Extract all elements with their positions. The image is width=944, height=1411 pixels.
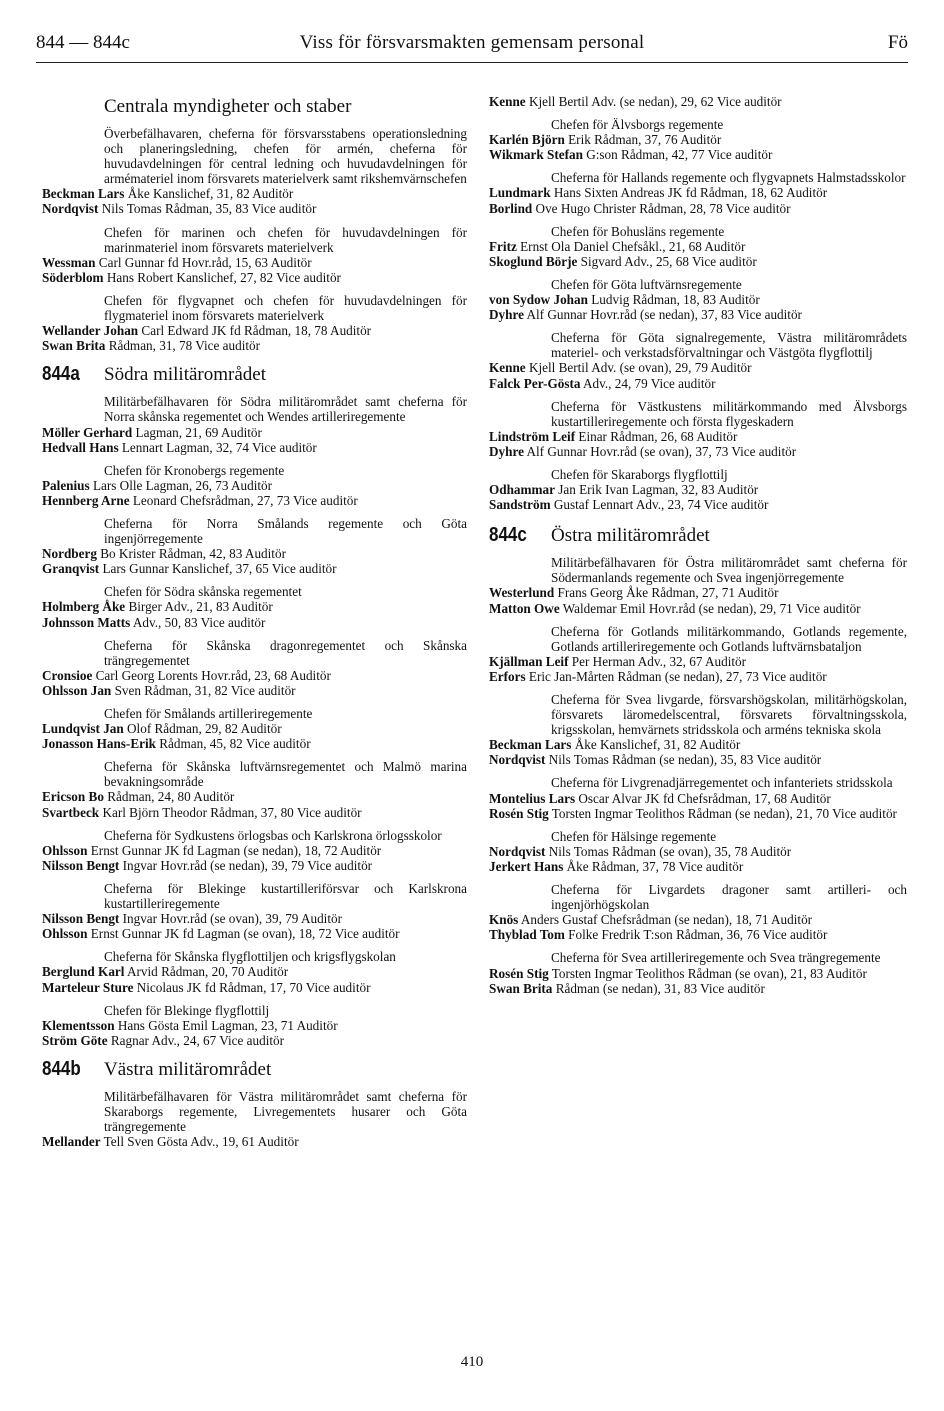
entry-name: Kjällman Leif: [489, 653, 569, 669]
entry-group: [489, 467, 907, 512]
entry-details: Åke Kanslichef, 31, 82 Auditör: [124, 186, 294, 202]
section-title-text: Östra militärområdet: [551, 525, 710, 547]
entry-name: Nordqvist: [489, 843, 546, 859]
entry: [42, 201, 467, 216]
entry-name: Erfors: [489, 668, 526, 684]
entry-name: Ericson Bo: [42, 789, 104, 805]
entry-details: Kjell Bertil Adv. (se ovan), 29, 79 Auditör: [525, 360, 752, 376]
entry-group: [42, 706, 467, 751]
entry-details: Adv., 50, 83 Vice auditör: [130, 614, 266, 630]
entry: [489, 307, 907, 322]
entry-group: [42, 463, 467, 508]
group-heading: Chefen för Södra skånska regementet: [104, 584, 302, 600]
entry-details: Torsten Ingmar Teolithos Rådman (se nedan), 21, 70 Vice auditör: [548, 805, 897, 821]
entry-details: Lennart Lagman, 32, 74 Vice auditör: [118, 439, 317, 455]
entry-details: Sven Rådman, 31, 82 Vice auditör: [111, 682, 296, 698]
entry: [42, 980, 467, 995]
entry-name: Nilsson Bengt: [42, 857, 120, 873]
entry-group: [42, 881, 467, 941]
group-heading: Cheferna för Blekinge kustartilleriförsvar och Karlskrona kustartilleriregemente: [104, 880, 467, 912]
entry: [489, 376, 907, 391]
group-heading: Chefen för flygvapnet och chefen för huvudavdelningen för flygmateriel inom försvarets materielverk: [104, 292, 467, 324]
group-heading: Cheferna för Svea artilleriregemente och Svea trängregemente: [551, 950, 881, 966]
entry-group: [489, 224, 907, 269]
entry-group: [42, 225, 467, 285]
entry-name: Kenne: [489, 360, 526, 376]
entry-group: [42, 126, 467, 217]
entry-group: [489, 829, 907, 874]
section-title: [42, 96, 467, 118]
section-title-text: Centrala myndigheter och staber: [104, 96, 352, 117]
group-heading: Cheferna för Sydkustens örlogsbas och Karlskrona örlogsskolor: [104, 827, 442, 843]
entry: [42, 561, 467, 576]
entry-name: Falck Per-Gösta: [489, 375, 581, 391]
section-title: [489, 524, 907, 547]
entry-details: Rådman, 24, 80 Auditör: [103, 789, 235, 805]
entry-name: Dyhre: [489, 307, 524, 323]
header-rule: [36, 62, 908, 63]
entry: [489, 360, 907, 375]
entry-name: Hennberg Arne: [42, 492, 130, 508]
entry-name: Karlén Björn: [489, 132, 565, 148]
entry-name: Ohlsson Jan: [42, 682, 112, 698]
entry-details: Ove Hugo Christer Rådman, 28, 78 Vice auditör: [532, 200, 791, 216]
entry-name: Skoglund Börje: [489, 253, 578, 269]
entry-details: Lars Olle Lagman, 26, 73 Auditör: [89, 477, 273, 493]
header-tag: Fö: [887, 32, 908, 53]
entry-name: Svartbeck: [42, 804, 100, 820]
entry-details: Bo Krister Rådman, 42, 83 Auditör: [96, 546, 286, 562]
entry: [42, 858, 467, 873]
entry-group: [489, 950, 907, 995]
section-title-text: Västra militärområdet: [104, 1058, 272, 1080]
entry-group: [489, 882, 907, 942]
entry: [42, 789, 467, 804]
entry-name: Söderblom: [42, 269, 104, 285]
entry: [489, 497, 907, 512]
entry-name: Beckman Lars: [42, 186, 125, 202]
entry: [489, 482, 907, 497]
entry-name: Jerkert Hans: [489, 858, 564, 874]
group-heading: Cheferna för Skånska luftvärnsregementet och Malmö marina bevakningsområde: [104, 759, 467, 790]
entry-group: [489, 170, 907, 215]
entry-name: Cronsioe: [42, 667, 93, 683]
group-heading: Chefen för Hälsinge regemente: [551, 828, 717, 844]
entry-group: [42, 293, 467, 353]
entry: [42, 964, 467, 979]
entry-group: [489, 775, 907, 820]
entry-details: Rådman, 31, 78 Vice auditör: [105, 338, 261, 354]
entry-group: [489, 692, 907, 767]
entry-group: [42, 949, 467, 994]
entry-details: Einar Rådman, 26, 68 Auditör: [575, 428, 738, 444]
entry-name: Knös: [489, 912, 519, 928]
section-number: 844b: [42, 1057, 81, 1080]
entry-details: Ernst Ola Daniel Chefsåkl., 21, 68 Auditör: [516, 238, 746, 254]
group-heading: Cheferna för Svea livgarde, försvarshögskolan, militärhögskolan, försvarets läromedelscentral, försvarets förvaltningsskola, krigsskolan, hemvärnets stridsskola och arméns tekniska skola: [551, 692, 907, 738]
entry-name: Dyhre: [489, 443, 524, 459]
entry: [489, 429, 907, 444]
group-heading: Cheferna för Västkustens militärkommando med Älvsborgs kustartilleriregemente och första flygeskadern: [551, 398, 907, 429]
entry-name: Granqvist: [42, 561, 100, 577]
group-heading: Cheferna för Norra Smålands regemente och Göta ingenjörregemente: [104, 515, 467, 547]
entry-details: Kjell Bertil Adv. (se nedan), 29, 62 Vice auditör: [525, 94, 782, 109]
entry: [489, 292, 907, 307]
entry-name: Nilsson Bengt: [42, 911, 120, 927]
entry-name: Westerlund: [489, 585, 555, 601]
entry: [489, 752, 907, 767]
entry: [489, 859, 907, 874]
entry: [42, 270, 467, 285]
entry-name: Lindström Leif: [489, 428, 576, 444]
entry: [42, 683, 467, 698]
group-heading: Chefen för Göta luftvärnsregemente: [551, 276, 742, 292]
entry-name: Wessman: [42, 254, 96, 270]
entry-details: Hans Robert Kanslichef, 27, 82 Vice auditör: [103, 269, 341, 285]
section-number: 844c: [489, 524, 527, 547]
entry: [42, 440, 467, 455]
group-heading: Cheferna för Livgrenadjärregementet och infanteriets stridsskola: [551, 775, 893, 791]
page-number: 410: [460, 1354, 484, 1370]
entry-details: Åke Rådman, 37, 78 Vice auditör: [563, 858, 744, 874]
entry-details: Ragnar Adv., 24, 67 Vice auditör: [107, 1032, 285, 1048]
entry-name: Berglund Karl: [42, 964, 125, 980]
entry-details: Lagman, 21, 69 Auditör: [132, 424, 262, 440]
entry-details: Gustaf Lennart Adv., 23, 74 Vice auditör: [550, 497, 769, 513]
entry: [489, 601, 907, 616]
entry-details: Birger Adv., 21, 83 Auditör: [125, 599, 273, 615]
entry: [489, 585, 907, 600]
entry: [42, 1018, 467, 1033]
header-title: Viss för försvarsmakten gemensam personal: [299, 32, 645, 53]
entry-details: Alf Gunnar Hovr.råd (se nedan), 37, 83 Vice auditör: [523, 307, 802, 323]
entry-details: Carl Georg Lorents Hovr.råd, 23, 68 Auditör: [92, 667, 331, 683]
entry-details: Nicolaus JK fd Rådman, 17, 70 Vice auditör: [133, 979, 371, 995]
entry-name: Rosén Stig: [489, 805, 549, 821]
section-title: [42, 1058, 467, 1081]
entry-name: Mellander: [42, 1134, 101, 1150]
section: [42, 363, 467, 1048]
entry: [489, 444, 907, 459]
group-heading: Cheferna för Skånska flygflottiljen och krigsflygskolan: [104, 949, 396, 965]
entry-details: Ingvar Hovr.råd (se ovan), 39, 79 Auditör: [119, 911, 342, 927]
section: [42, 1058, 467, 1149]
entry-name: Borlind: [489, 200, 533, 216]
entry-details: Hans Sixten Andreas JK fd Rådman, 18, 62 Auditör: [550, 185, 828, 201]
group-heading: Överbefälhavaren, cheferna för försvarsstabens operationsledning och planeringsledning, chefen för armén, cheferna för huvudavdelningen för central ledning och huvudavdelningen för armémateriel inom försvarets materielverk samt rikshemvärnschefen: [104, 126, 467, 187]
entry: [489, 791, 907, 806]
entry-name: Swan Brita: [42, 338, 106, 354]
entry: [489, 132, 907, 147]
entry-details: Leonard Chefsrådman, 27, 73 Vice auditör: [129, 492, 358, 508]
group-heading: Chefen för Smålands artilleriregemente: [104, 706, 313, 721]
entry: [42, 911, 467, 926]
section: [489, 524, 907, 995]
entry-details: Ernst Gunnar JK fd Lagman (se ovan), 18, 72 Vice auditör: [87, 926, 400, 942]
entry-group: [489, 399, 907, 459]
entry: [42, 721, 467, 736]
entry-details: Erik Rådman, 37, 76 Auditör: [564, 132, 722, 148]
entry: [42, 926, 467, 941]
entry-name: von Sydow Johan: [489, 292, 588, 308]
entry-details: Torsten Ingmar Teolithos Rådman (se ovan), 21, 83 Auditör: [548, 965, 867, 981]
entry-details: Anders Gustaf Chefsrådman (se nedan), 18, 71 Auditör: [518, 912, 813, 928]
entry: [42, 615, 467, 630]
entry: [42, 805, 467, 820]
entry-details: Sigvard Adv., 25, 68 Vice auditör: [577, 253, 757, 269]
entry-name: Matton Owe: [489, 600, 560, 616]
entry-group: [42, 394, 467, 454]
group-heading: Chefen för Älvsborgs regemente: [551, 117, 724, 133]
entry: [42, 843, 467, 858]
entry-name: Wellander Johan: [42, 323, 139, 339]
entry-details: Tell Sven Gösta Adv., 19, 61 Auditör: [100, 1134, 299, 1150]
entry-details: Åke Kanslichef, 31, 82 Auditör: [571, 737, 741, 753]
entry-details: Olof Rådman, 29, 82 Auditör: [123, 721, 282, 737]
entry-group: [42, 828, 467, 873]
entry-name: Odhammar: [489, 482, 555, 498]
entry: [489, 927, 907, 942]
left-column: [42, 94, 467, 1149]
group-heading: Militärbefälhavaren för Västra militärområdet samt cheferna för Skaraborgs regemente, Livregementets husarer och Göta trängregemente: [104, 1088, 467, 1135]
entry: [489, 254, 907, 269]
entry-details: Nils Tomas Rådman (se ovan), 35, 78 Auditör: [545, 843, 792, 859]
entry: [42, 1033, 467, 1048]
entry-details: Lars Gunnar Kanslichef, 37, 65 Vice auditör: [99, 561, 337, 577]
entry-name: Sandström: [489, 497, 551, 513]
entry-name: Lundmark: [489, 185, 551, 201]
group-heading: Cheferna för Gotlands militärkommando, Gotlands regemente, Gotlands artilleriregemente och Gotlands luftvärnsbataljon: [551, 623, 907, 654]
group-heading: Chefen för Kronobergs regemente: [104, 462, 285, 478]
entry: [42, 493, 467, 508]
section-number: 844a: [42, 363, 80, 386]
entry-name: Ström Göte: [42, 1032, 108, 1048]
entry: [489, 981, 907, 996]
entry-name: Nordqvist: [489, 752, 546, 768]
entry-name: Nordqvist: [42, 201, 99, 217]
entry-name: Wikmark Stefan: [489, 147, 583, 163]
entry-group: [42, 1089, 467, 1149]
entry-details: Ludvig Rådman, 18, 83 Auditör: [587, 292, 760, 308]
entry-group: [42, 759, 467, 819]
entry-details: Alf Gunnar Hovr.råd (se ovan), 37, 73 Vice auditör: [523, 443, 797, 459]
page-header: [36, 30, 908, 66]
entry: [489, 912, 907, 927]
group-heading: Chefen för marinen och chefen för huvudavdelningen för marinmateriel inom försvarets materielverk: [104, 224, 467, 255]
entry-details: Nils Tomas Rådman (se nedan), 35, 83 Vice auditör: [545, 752, 822, 768]
entry-group: [489, 277, 907, 322]
right-column: [489, 94, 907, 996]
entry: [489, 966, 907, 981]
entry-name: Ohlsson: [42, 842, 88, 858]
entry-details: Waldemar Emil Hovr.råd (se nedan), 29, 71 Vice auditör: [559, 600, 861, 616]
group-heading: Cheferna för Livgardets dragoner samt artilleri- och ingenjörhögskolan: [551, 882, 907, 913]
entry-group: [489, 624, 907, 684]
group-heading: Cheferna för Göta signalregemente, Västra militärområdets materiel- och verkstadsförvaltningar och Västgöta flygflottilj: [551, 330, 907, 361]
entry-group: [489, 117, 907, 162]
entry-group: [489, 555, 907, 615]
entry-group: [42, 516, 467, 576]
entry-name: Möller Gerhard: [42, 424, 133, 440]
entry: [42, 338, 467, 353]
entry-name: Lundqvist Jan: [42, 721, 124, 737]
entry-details: Ingvar Hovr.råd (se nedan), 39, 79 Vice auditör: [119, 857, 373, 873]
group-heading: Militärbefälhavaren för Södra militärområdet samt cheferna för Norra skånska regementet och Wendes artilleriregemente: [104, 394, 467, 425]
group-heading: Cheferna för Skånska dragonregementet och Skånska trängregementet: [104, 637, 467, 668]
entry-name: Johnsson Matts: [42, 614, 131, 630]
entry-details: Folke Fredrik T:son Rådman, 36, 76 Vice auditör: [564, 927, 828, 943]
entry-details: Hans Gösta Emil Lagman, 23, 71 Auditör: [114, 1017, 338, 1033]
entry-name: Palenius: [42, 477, 90, 493]
entry-name: Klementsson: [42, 1017, 115, 1033]
section-title-text: Södra militärområdet: [104, 364, 266, 386]
entry-name: Jonasson Hans-Erik: [42, 736, 156, 752]
group-heading: Chefen för Blekinge flygflottilj: [104, 1002, 270, 1018]
entry-details: Adv., 24, 79 Vice auditör: [580, 375, 716, 391]
entry: [489, 737, 907, 752]
entry: [42, 425, 467, 440]
entry: [489, 239, 907, 254]
entry-details: Rådman (se nedan), 31, 83 Vice auditör: [552, 980, 765, 996]
section: [42, 96, 467, 353]
group-heading: Chefen för Skaraborgs flygflottilj: [551, 466, 728, 482]
entry: [489, 147, 907, 162]
entry-details: Ernst Gunnar JK fd Lagman (se nedan), 18, 72 Auditör: [87, 842, 382, 858]
entry-group: [42, 638, 467, 698]
entry-name: Holmberg Åke: [42, 599, 126, 615]
entry-details: Carl Gunnar fd Hovr.råd, 15, 63 Auditör: [95, 254, 312, 270]
entry-details: Jan Erik Ivan Lagman, 32, 83 Auditör: [554, 482, 759, 498]
group-heading: Cheferna för Hallands regemente och flygvapnets Halmstadsskolor: [551, 170, 906, 186]
entry: [42, 546, 467, 561]
group-heading: Chefen för Bohusläns regemente: [551, 223, 725, 239]
entry: [42, 668, 467, 683]
entry-details: Per Herman Adv., 32, 67 Auditör: [568, 653, 747, 669]
entry: [489, 669, 907, 684]
header-range: 844 — 844c: [36, 32, 130, 53]
entry: [42, 736, 467, 751]
group-heading: Militärbefälhavaren för Östra militärområdet samt cheferna för Södermanlands regemente och Svea ingenjörregemente: [551, 555, 907, 586]
entry: [489, 94, 907, 109]
entry-name: Hedvall Hans: [42, 439, 119, 455]
entry-name: Ohlsson: [42, 926, 88, 942]
entry: [489, 844, 907, 859]
entry: [42, 255, 467, 270]
entry-details: Oscar Alvar JK fd Chefsrådman, 17, 68 Auditör: [575, 790, 831, 806]
entry-details: Arvid Rådman, 20, 70 Auditör: [124, 964, 289, 980]
section-continued: [489, 94, 907, 512]
entry-details: Eric Jan-Mårten Rådman (se nedan), 27, 73 Vice auditör: [525, 668, 827, 684]
entry-name: Kenne: [489, 94, 526, 109]
entry-details: Frans Georg Åke Rådman, 27, 71 Auditör: [554, 585, 779, 601]
entry-name: Marteleur Sture: [42, 979, 134, 995]
entry-details: G:son Rådman, 42, 77 Vice auditör: [582, 147, 773, 163]
entry-group: [42, 1003, 467, 1048]
entry: [42, 478, 467, 493]
entry-details: Nils Tomas Rådman, 35, 83 Vice auditör: [98, 201, 317, 217]
entry: [42, 1134, 467, 1149]
entry-details: Carl Edward JK fd Rådman, 18, 78 Auditör: [138, 323, 372, 339]
entry-group: [489, 330, 907, 390]
entry: [42, 599, 467, 614]
entry-name: Rosén Stig: [489, 965, 549, 981]
entry-name: Fritz: [489, 238, 517, 254]
entry: [42, 186, 467, 201]
entry: [489, 806, 907, 821]
entry-name: Beckman Lars: [489, 737, 572, 753]
section-title: [42, 363, 467, 386]
entry-name: Swan Brita: [489, 980, 553, 996]
entry-name: Montelius Lars: [489, 790, 576, 806]
entry: [489, 185, 907, 200]
entry-group: [42, 584, 467, 629]
entry-details: Rådman, 45, 82 Vice auditör: [155, 736, 311, 752]
entry-name: Nordberg: [42, 546, 97, 562]
entry-name: Thyblad Tom: [489, 927, 565, 943]
entry: [489, 201, 907, 216]
entry-details: Karl Björn Theodor Rådman, 37, 80 Vice auditör: [99, 804, 362, 820]
entry: [42, 323, 467, 338]
entry: [489, 654, 907, 669]
